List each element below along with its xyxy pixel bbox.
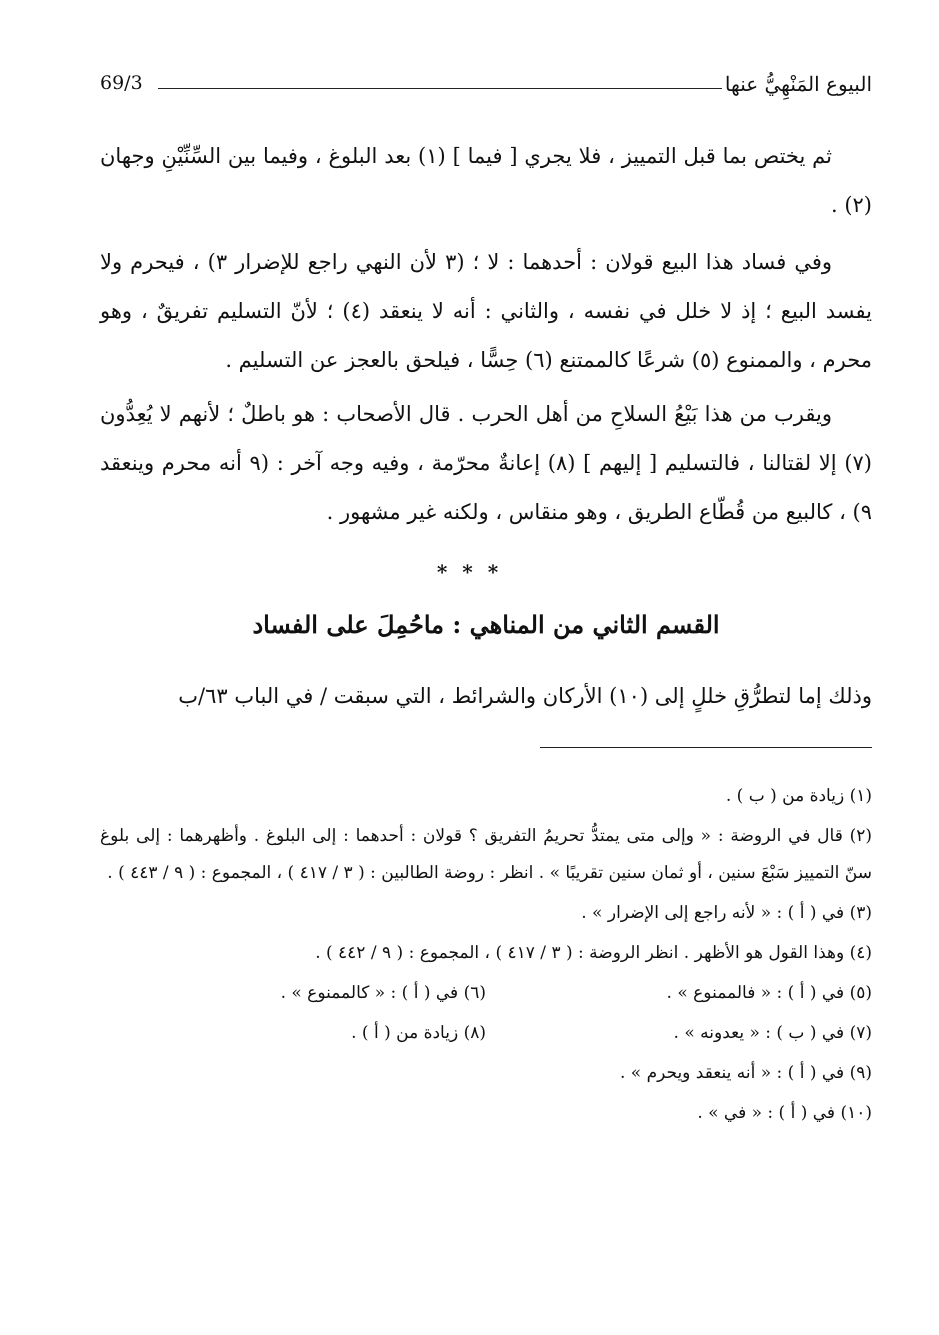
- footnote-row-5-6: [100, 975, 872, 1012]
- section-heading: القسم الثاني من المناهي : ماحُمِلَ على الفساد: [252, 610, 720, 639]
- footnotes: [100, 778, 872, 1135]
- footnote-7: (٧) في ( ب ) : « يعدونه » .: [673, 1023, 872, 1043]
- paragraph-2: وفي فساد هذا البيع قولان : أحدهما : لا ؛ (٣ لأن النهي راجع للإضرار ٣) ، فيحرم ولا يفسد البيع ؛ إذ لا خلل في نفسه ، والثاني : أنه لا ينعقد (٤) ؛ لأنّ التسليم تفريقٌ ، وهو محرم ، والممنوع (٥) شرعًا كالممتنع (٦) حِسًّا ، فيلحق بالعجز عن التسليم .: [100, 250, 872, 372]
- section-separator-stars: * * *: [436, 560, 503, 584]
- footnote-8: (٨) زيادة من ( أ ) .: [351, 1023, 486, 1043]
- footnote-9: (٩) في ( أ ) : « أنه ينعقد ويحرم » .: [619, 1063, 872, 1083]
- page-number: 69/3: [100, 72, 143, 94]
- footnote-row-7-8: [100, 1015, 872, 1052]
- footnote-10: (١٠) في ( أ ) : « في » .: [697, 1103, 872, 1123]
- footnote-4: (٤) وهذا القول هو الأظهر . انظر الروضة : ( ٣ / ٤١٧ ) ، المجموع : ( ٩ / ٤٤٢ ) .: [315, 943, 872, 963]
- running-head-title: البيوع المَنْهِيُّ عنها: [724, 72, 872, 96]
- footnote-3: (٣) في ( أ ) : « لأنه راجع إلى الإضرار » .: [581, 903, 872, 923]
- running-head-rule: [158, 88, 722, 89]
- paragraph-1: ثم يختص بما قبل التمييز ، فلا يجري [ فيما ] (١) بعد البلوغ ، وفيما بين السِّنِّيْنِ وجهان (٢) .: [100, 144, 872, 217]
- footnote-rule: [540, 747, 872, 748]
- footnote-1: (١) زيادة من ( ب ) .: [725, 786, 872, 806]
- paragraph-3: ويقرب من هذا بَيْعُ السلاحِ من أهل الحرب . قال الأصحاب : هو باطلٌ ؛ لأنهم لا يُعِدُّون (٧) إلا لقتالنا ، فالتسليم [ إليهم ] (٨) إعانةٌ محرّمة ، وفيه وجه آخر : (٩ أنه محرم وينعقد ٩) ، كالبيع من قُطّاع الطريق ، وهو منقاس ، ولكنه غير مشهور .: [100, 402, 872, 524]
- running-head: [100, 72, 872, 108]
- footnote-2: (٢) قال في الروضة : « وإلى متى يمتدُّ تحريمُ التفريق ؟ قولان : أحدهما : إلى البلوغ . وأظهرهما : إلى بلوغ سنّ التمييز سَبْعَ سنين ، أو ثمان سنين تقريبًا » . انظر : روضة الطالبين : ( ٣ / ٤١٧ ) ، المجموع : ( ٩ / ٤٤٣ ) .: [100, 826, 872, 883]
- footnote-6: (٦) في ( أ ) : « كالممنوع » .: [280, 983, 486, 1003]
- footnote-5: (٥) في ( أ ) : « فالممنوع » .: [666, 983, 872, 1003]
- paragraph-4: وذلك إما لتطرُّقِ خللٍ إلى (١٠) الأركان والشرائط ، التي سبقت / في الباب ٦٣/ب: [178, 684, 872, 708]
